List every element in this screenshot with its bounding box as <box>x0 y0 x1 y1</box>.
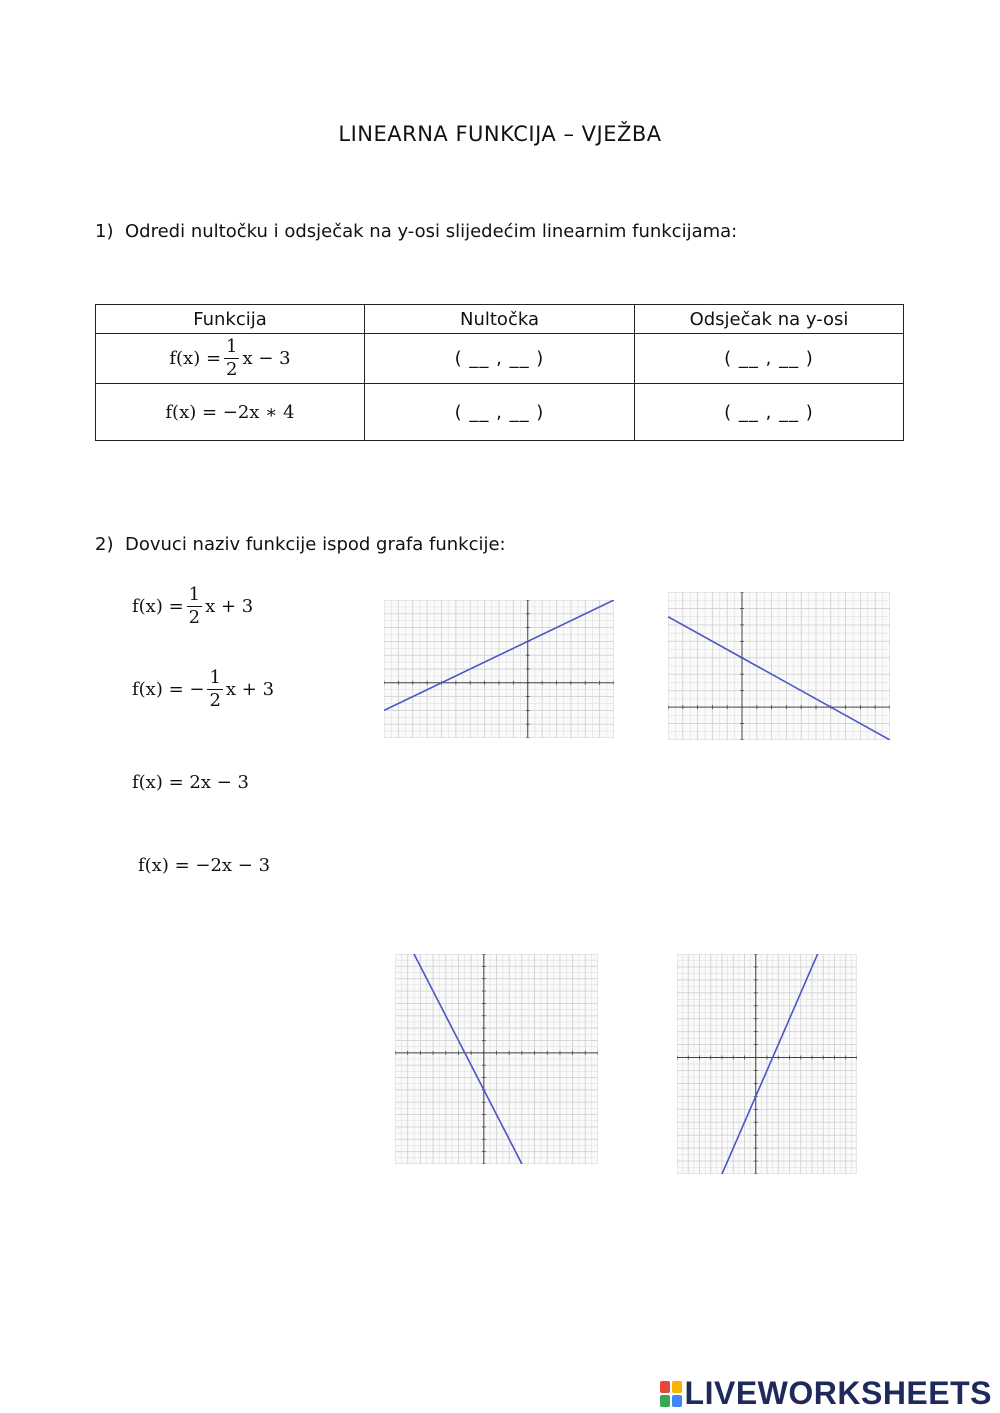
expr-suffix: x − 3 <box>242 348 291 369</box>
page-title: LINEARNA FUNKCIJA – VJEŽBA <box>338 122 662 146</box>
expr-suffix: x + 3 <box>205 596 254 617</box>
logo-square <box>660 1381 670 1393</box>
task-1-instruction <box>95 221 737 242</box>
expr-suffix: x + 3 <box>225 679 275 700</box>
graph-3 <box>395 954 598 1164</box>
task-2-text: Dovuci naziv funkcije ispod grafa funkcije: <box>125 534 506 555</box>
table-row <box>96 384 904 441</box>
fraction <box>224 338 239 379</box>
header-zero: Nultočka <box>365 305 635 334</box>
graph-2-svg <box>668 592 890 740</box>
draggable-function-label[interactable] <box>132 669 274 710</box>
fraction-numerator: 1 <box>226 336 238 357</box>
graph-1 <box>384 600 614 738</box>
intercept-answer-blank[interactable]: ( __ , __ ) <box>724 348 814 369</box>
zero-answer-cell[interactable] <box>365 334 635 384</box>
task-1-text: Odredi nultočku i odsječak na y-osi slijedećim linearnim funkcijama: <box>125 221 738 242</box>
fraction-denominator: 2 <box>209 690 221 711</box>
fraction-denominator: 2 <box>226 359 238 380</box>
header-function: Funkcija <box>96 305 365 334</box>
expr-prefix: f(x) = <box>132 596 184 617</box>
fraction-numerator: 1 <box>188 584 201 605</box>
zero-answer-blank[interactable]: ( __ , __ ) <box>454 348 545 369</box>
function-expression <box>97 338 363 379</box>
task-1-number: 1) <box>95 221 114 242</box>
logo-square <box>660 1395 670 1407</box>
zero-answer-cell[interactable] <box>365 384 635 441</box>
intercept-answer-cell[interactable] <box>635 384 904 441</box>
table-header-row <box>96 305 904 334</box>
task-2-instruction <box>95 534 506 555</box>
graph-2 <box>668 592 890 740</box>
expr-prefix: f(x) = − <box>132 679 205 700</box>
graph-4-svg <box>677 954 857 1174</box>
table-row <box>96 334 904 384</box>
logo-square <box>672 1395 682 1407</box>
fraction <box>187 586 202 627</box>
function-cell <box>96 334 365 384</box>
liveworksheets-icon <box>660 1381 682 1407</box>
graph-4 <box>677 954 857 1174</box>
fraction-denominator: 2 <box>188 607 201 628</box>
function-expression: f(x) = −2x ∗ 4 <box>165 401 295 423</box>
intercept-answer-blank[interactable]: ( __ , __ ) <box>724 401 814 423</box>
logo-square <box>672 1381 682 1393</box>
header-y-intercept: Odsječak na y-osi <box>635 305 904 334</box>
function-table <box>95 304 904 441</box>
zero-answer-blank[interactable]: ( __ , __ ) <box>454 401 545 423</box>
draggable-function-label[interactable]: f(x) = −2x − 3 <box>138 855 271 876</box>
graph-3-svg <box>395 954 598 1164</box>
fraction-numerator: 1 <box>209 667 221 688</box>
function-cell <box>96 384 365 441</box>
draggable-function-label[interactable]: f(x) = 2x − 3 <box>132 772 249 793</box>
expr-prefix: f(x) = <box>169 348 222 369</box>
draggable-function-label[interactable] <box>132 586 253 627</box>
intercept-answer-cell[interactable] <box>635 334 904 384</box>
graph-1-svg <box>384 600 614 738</box>
liveworksheets-logo <box>660 1375 992 1412</box>
liveworksheets-wordmark: LIVEWORKSHEETS <box>684 1375 992 1411</box>
fraction <box>207 669 222 710</box>
task-2-number: 2) <box>95 534 114 555</box>
